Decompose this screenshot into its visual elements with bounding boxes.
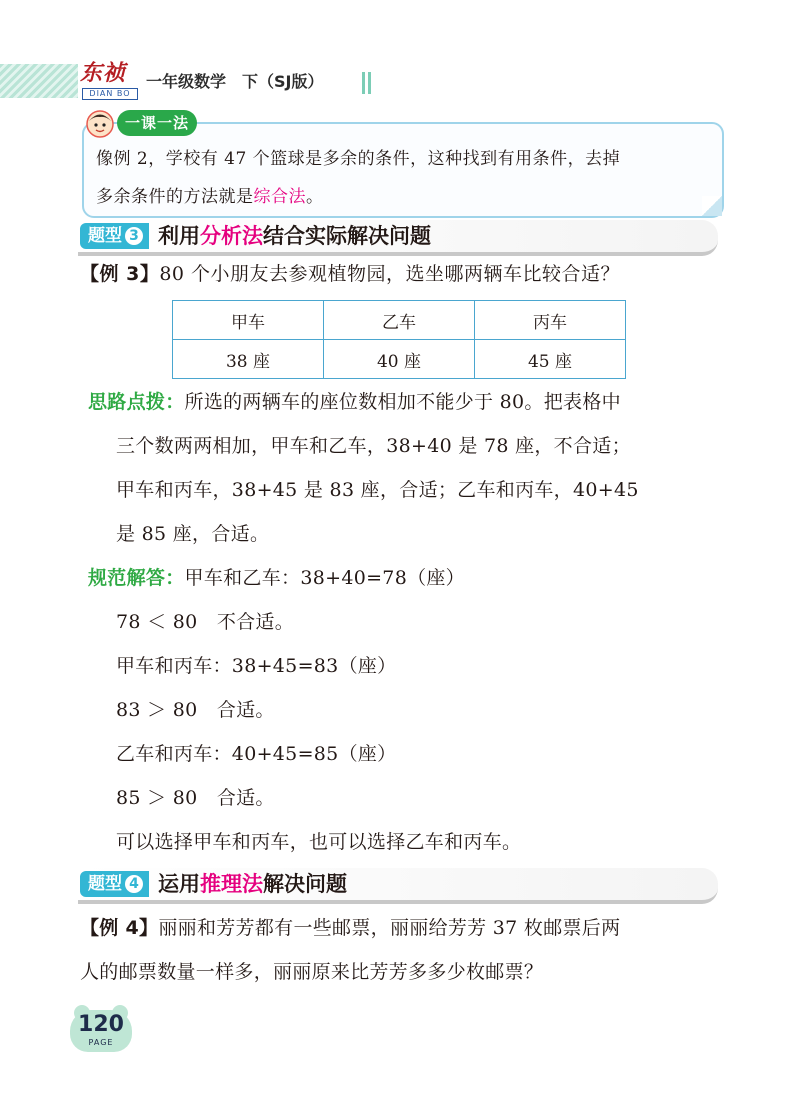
- section4-keyword: 推理法: [200, 872, 263, 896]
- section4-number: 4: [125, 875, 143, 893]
- header-bars: [362, 72, 374, 98]
- answer-line-2: 78 ＜ 80 不合适。: [116, 611, 295, 633]
- example4-label: 【例 4】: [80, 917, 159, 939]
- table-header-cell: 乙车: [324, 301, 475, 340]
- table-row: [173, 340, 626, 379]
- example3-label: 【例 3】: [80, 263, 160, 285]
- example4-line-2: 人的邮票数量一样多，丽丽原来比芳芳多多少枚邮票？: [80, 961, 544, 983]
- answer-line-1: 规范解答：甲车和乙车：38+40=78（座）: [88, 567, 465, 589]
- book-title: 一年级数学 下（SJ版）: [146, 72, 324, 91]
- hint-line-4: 是 85 座，合适。: [116, 523, 270, 545]
- table-header-cell: 甲车: [173, 301, 324, 340]
- tip-keyword: 综合法: [253, 187, 306, 207]
- logo-subtext: DIAN BO: [82, 88, 138, 100]
- example4-line-1: 【例 4】丽丽和芳芳都有一些邮票，丽丽给芳芳 37 枚邮票后两: [80, 917, 621, 939]
- student-avatar-icon: [86, 110, 114, 138]
- section3-number: 3: [125, 227, 143, 245]
- hint-line-2: 三个数两两相加，甲车和乙车，38+40 是 78 座，不合适；: [116, 435, 631, 457]
- table-header-cell: 丙车: [475, 301, 626, 340]
- table-header-row: [173, 301, 626, 340]
- example3-text: 80 个小朋友去参观植物园，选坐哪两辆车比较合适？: [159, 263, 621, 285]
- tip-line-1: 像例 2，学校有 47 个篮球是多余的条件，这种找到有用条件，去掉: [96, 149, 621, 169]
- answer-label: 规范解答：: [88, 567, 185, 589]
- hint-line-3: 甲车和丙车，38+45 是 83 座，合适；乙车和丙车，40+45: [116, 479, 639, 501]
- table-cell: 45 座: [475, 340, 626, 379]
- section4-title: 运用推理法解决问题: [158, 872, 347, 896]
- answer-line-7: 可以选择甲车和丙车，也可以选择乙车和丙车。: [116, 831, 522, 853]
- seat-table: [172, 300, 626, 379]
- hint-label: 思路点拨：: [88, 391, 185, 413]
- page-label: PAGE: [88, 1038, 114, 1047]
- table-cell: 38 座: [173, 340, 324, 379]
- header-stripe: [0, 64, 78, 98]
- tip-text: [96, 140, 716, 216]
- page-number-badge: [70, 1010, 132, 1052]
- answer-line-3: 甲车和丙车：38+45=83（座）: [116, 655, 397, 677]
- section3-tag: 题型 3: [80, 223, 149, 249]
- answer-line-5: 乙车和丙车：40+45=85（座）: [116, 743, 397, 765]
- answer-line-6: 85 ＞ 80 合适。: [116, 787, 275, 809]
- hint-line-1: 思路点拨：所选的两辆车的座位数相加不能少于 80。把表格中: [88, 391, 621, 413]
- publisher-logo: [80, 60, 138, 100]
- tip-line-2: 多余条件的方法就是综合法。: [96, 187, 324, 207]
- logo-text: 东祯: [80, 61, 127, 86]
- table-cell: 40 座: [324, 340, 475, 379]
- section3-title: 利用分析法结合实际解决问题: [158, 224, 431, 248]
- section3-keyword: 分析法: [200, 224, 263, 248]
- answer-line-4: 83 ＞ 80 合适。: [116, 699, 275, 721]
- section4-tag: 题型 4: [80, 871, 149, 897]
- example3: [80, 260, 620, 288]
- tip-badge: 一课一法: [117, 110, 197, 136]
- page-number: 120: [78, 1012, 124, 1037]
